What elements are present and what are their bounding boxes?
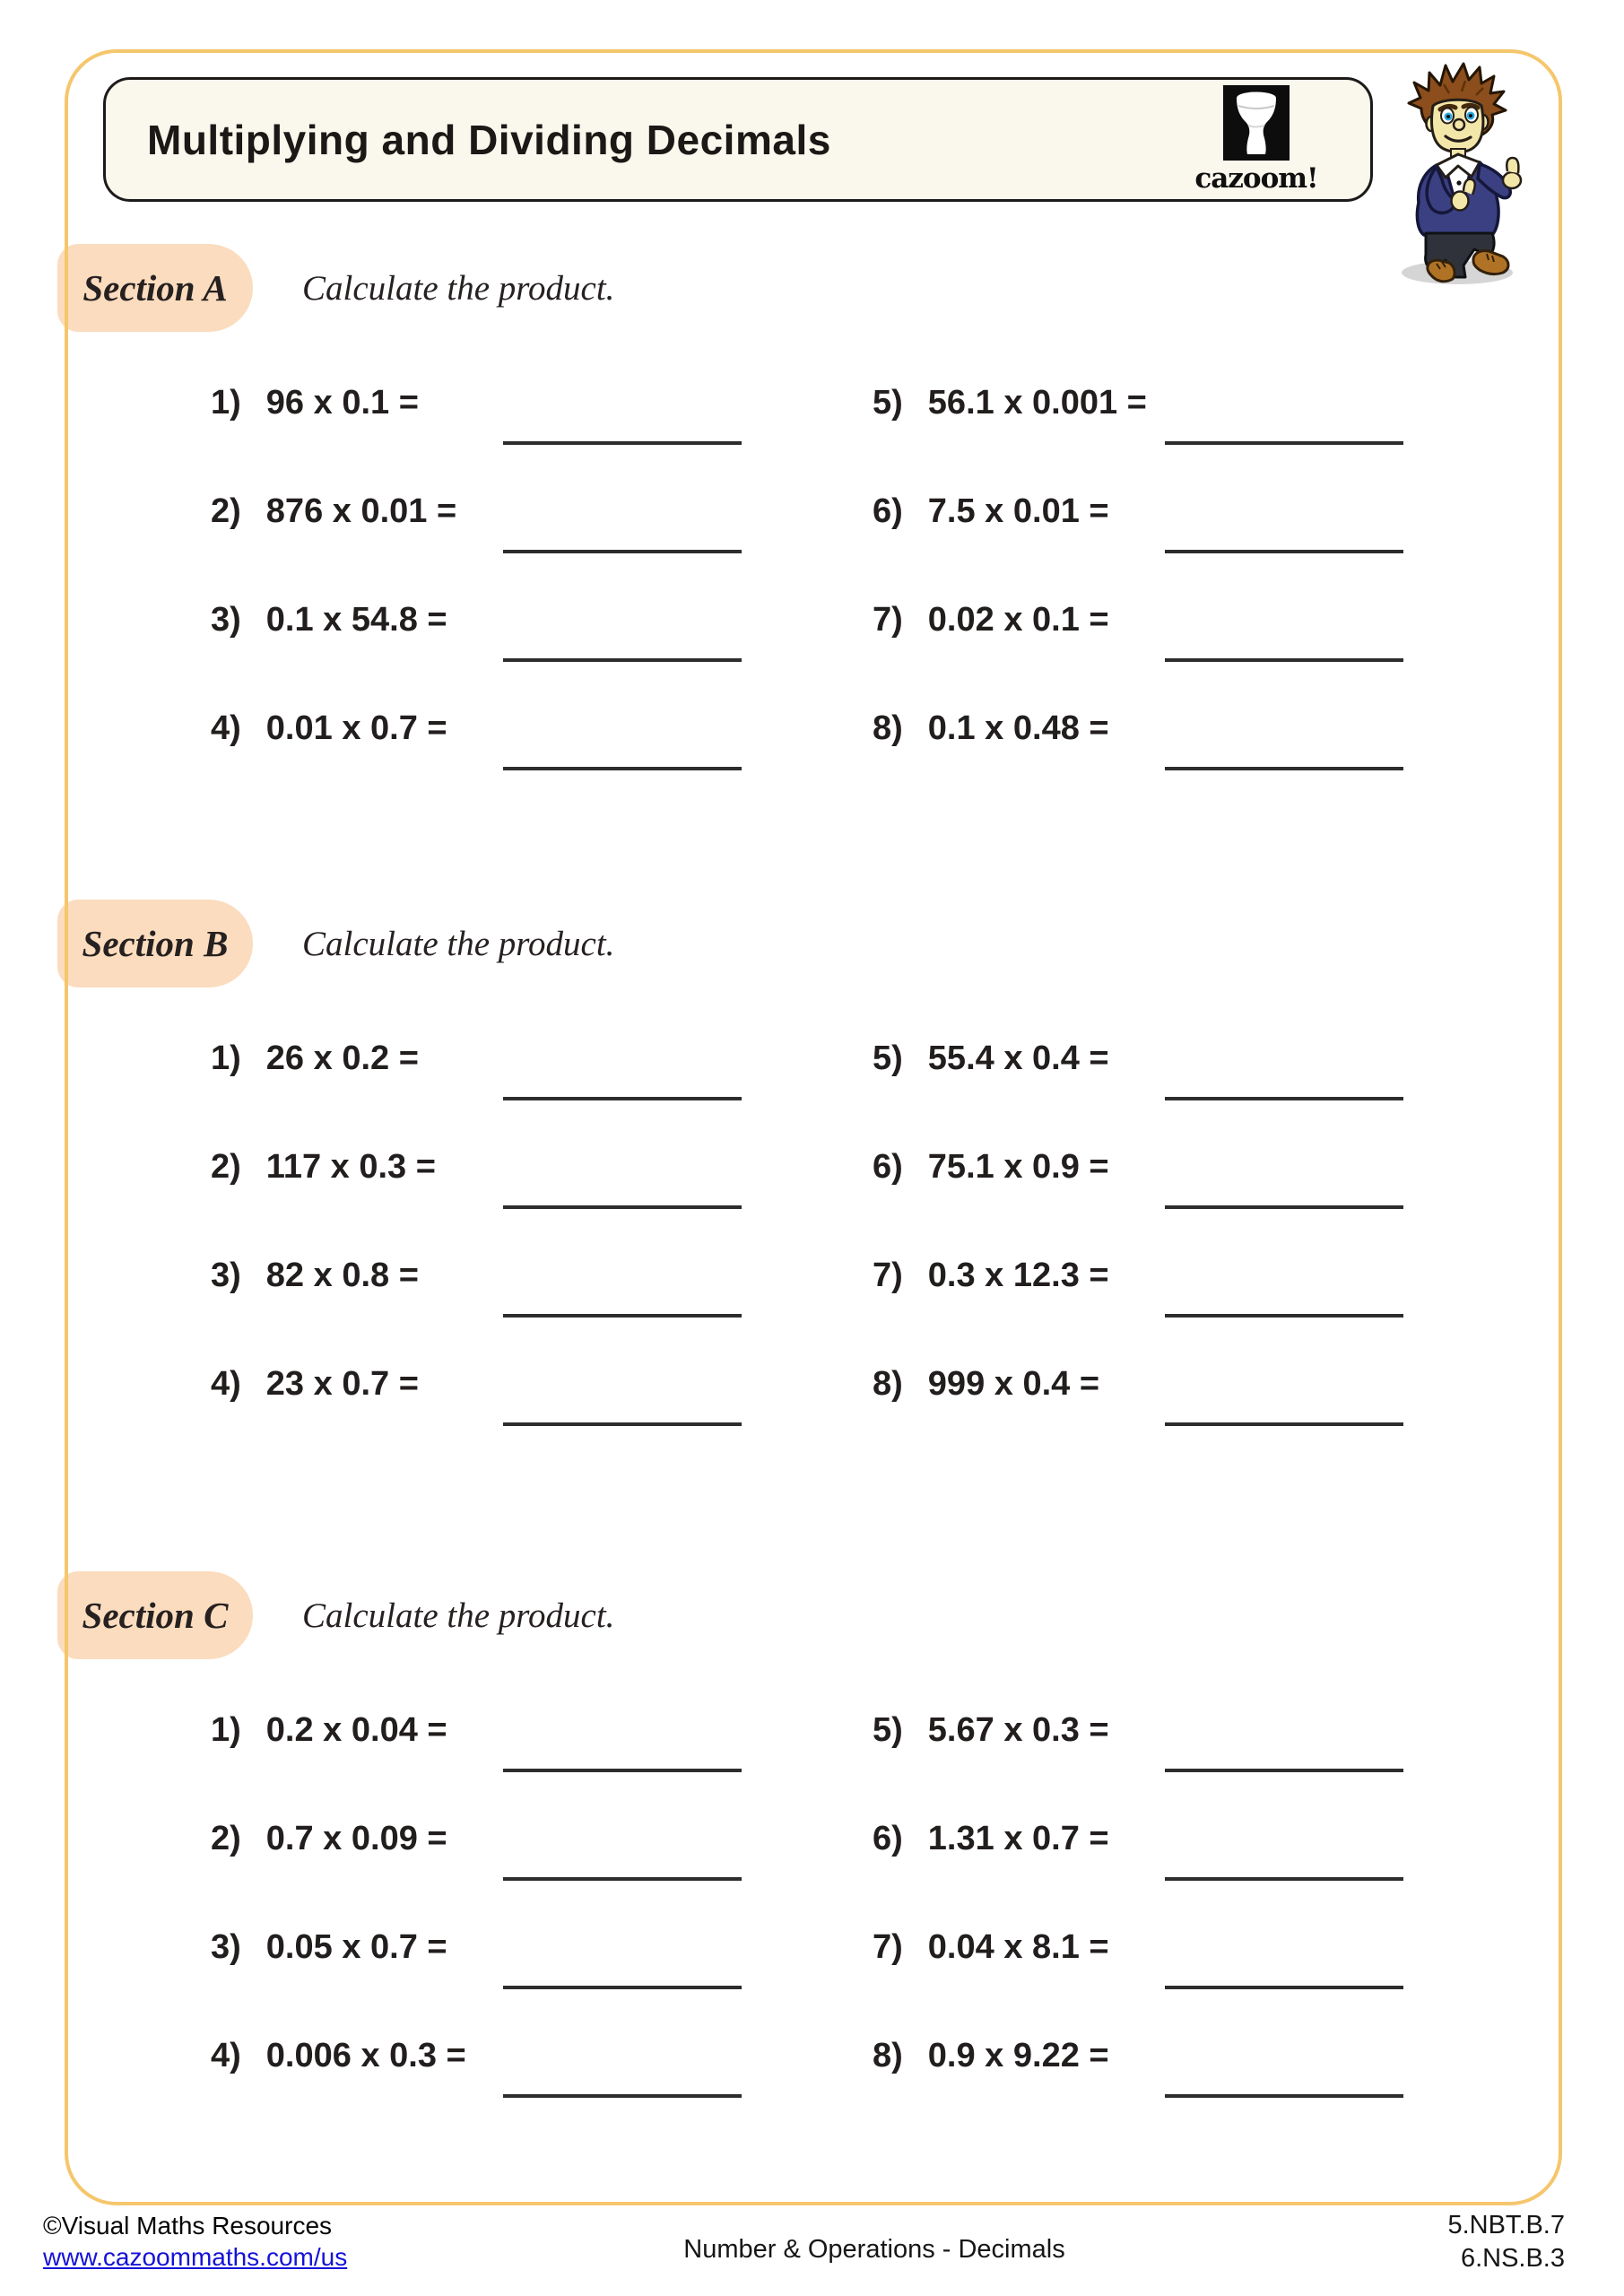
problem-item [873,1365,1375,1474]
problem-expression: 0.1 x 0.48 = [927,709,1109,747]
standard-code: 6.NS.B.3 [1460,2244,1565,2273]
standard-code: 5.NBT.B.7 [1447,2211,1565,2239]
problem-number: 4) [211,2037,241,2074]
problem-number: 3) [211,1257,241,1294]
answer-blank[interactable] [1165,1097,1403,1100]
answer-blank[interactable] [1165,658,1403,662]
section-c-pill [57,1571,253,1659]
problem-number: 1) [211,1039,241,1077]
section-b-problems [211,1039,1375,1474]
problem-number: 2) [211,1148,241,1186]
problem-expression: 26 x 0.2 = [265,1039,419,1077]
problem-number: 4) [211,709,241,747]
section-label: Section B [82,923,229,964]
problem-item [211,1820,873,1928]
section-instruction: Calculate the product. [302,924,615,963]
answer-blank[interactable] [503,1877,742,1881]
problem-expression: 0.04 x 8.1 = [927,1928,1109,1966]
problem-item [873,1039,1375,1148]
problem-item [873,1257,1375,1365]
problem-item [211,1711,873,1820]
problem-number: 7) [873,1257,903,1294]
problem-number: 2) [211,492,241,530]
problem-expression: 0.05 x 0.7 = [265,1928,447,1966]
answer-blank[interactable] [503,2094,742,2098]
problem-item [873,2037,1375,2145]
problem-item [211,492,873,601]
answer-blank[interactable] [503,1986,742,1989]
problem-expression: 999 x 0.4 = [927,1365,1100,1403]
problem-item [873,709,1375,818]
problem-number: 4) [211,1365,241,1403]
problem-number: 8) [873,709,903,747]
problem-expression: 0.7 x 0.09 = [265,1820,447,1857]
section-label: Section A [83,267,228,309]
problem-expression: 0.3 x 12.3 = [927,1257,1109,1294]
problem-number: 2) [211,1820,241,1857]
answer-blank[interactable] [1165,2094,1403,2098]
problem-item [211,1928,873,2037]
answer-blank[interactable] [1165,1769,1403,1772]
answer-blank[interactable] [503,1314,742,1318]
answer-blank[interactable] [503,767,742,770]
answer-blank[interactable] [503,441,742,445]
answer-blank[interactable] [503,658,742,662]
problem-item [873,384,1375,492]
website-link[interactable]: www.cazoommaths.com/us [43,2243,348,2271]
problem-expression: 876 x 0.01 = [265,492,457,530]
worksheet-title: Multiplying and Dividing Decimals [147,116,831,163]
problem-expression: 7.5 x 0.01 = [927,492,1109,530]
standards-codes [1447,2209,1565,2275]
problem-number: 8) [873,2037,903,2074]
problem-expression: 0.006 x 0.3 = [265,2037,466,2074]
problem-number: 7) [873,1928,903,1966]
problem-number: 3) [211,1928,241,1966]
answer-blank[interactable] [1165,767,1403,770]
problem-item [211,384,873,492]
problem-expression: 56.1 x 0.001 = [927,384,1147,422]
answer-blank[interactable] [503,1097,742,1100]
djembe-drum-icon [1222,84,1290,161]
title-box [103,77,1373,202]
problem-item [211,709,873,818]
problem-item [211,2037,873,2145]
answer-blank[interactable] [1165,1877,1403,1881]
problem-expression: 75.1 x 0.9 = [927,1148,1109,1186]
problem-item [211,1148,873,1257]
problem-number: 5) [873,1039,903,1077]
problem-item [211,1365,873,1474]
section-label: Section C [82,1595,229,1636]
problem-item [873,1820,1375,1928]
problem-item [211,601,873,709]
cazoom-logo [1189,84,1324,195]
problem-expression: 0.02 x 0.1 = [927,601,1109,639]
problem-expression: 1.31 x 0.7 = [927,1820,1109,1857]
problem-item [873,1711,1375,1820]
section-a-pill [57,244,253,332]
problem-number: 6) [873,1820,903,1857]
brand-name: cazoom! [1194,162,1318,195]
section-instruction: Calculate the product. [302,268,615,308]
problem-number: 5) [873,384,903,422]
section-instruction: Calculate the product. [302,1596,615,1635]
problem-expression: 117 x 0.3 = [265,1148,436,1186]
answer-blank[interactable] [1165,1422,1403,1426]
copyright-text: ©Visual Maths Resources [43,2212,333,2239]
problem-number: 5) [873,1711,903,1749]
mascot-boy-illustration [1390,57,1542,287]
problem-item [211,1257,873,1365]
problem-number: 6) [873,1148,903,1186]
problem-expression: 5.67 x 0.3 = [927,1711,1109,1749]
problem-item [873,1928,1375,2037]
problem-item [873,601,1375,709]
problem-number: 6) [873,492,903,530]
answer-blank[interactable] [1165,1205,1403,1209]
problem-expression: 23 x 0.7 = [265,1365,419,1403]
problem-expression: 0.2 x 0.04 = [265,1711,447,1749]
problem-item [873,1148,1375,1257]
problem-expression: 82 x 0.8 = [265,1257,419,1294]
answer-blank[interactable] [503,550,742,553]
problem-item [211,1039,873,1148]
answer-blank[interactable] [503,1769,742,1772]
problem-number: 1) [211,1711,241,1749]
answer-blank[interactable] [1165,441,1403,445]
answer-blank[interactable] [1165,1314,1403,1318]
problem-expression: 0.1 x 54.8 = [265,601,447,639]
problem-expression: 55.4 x 0.4 = [927,1039,1109,1077]
section-a-problems [211,384,1375,818]
problem-expression: 0.01 x 0.7 = [265,709,447,747]
answer-blank[interactable] [1165,550,1403,553]
problem-number: 1) [211,384,241,422]
footer-topic: Number & Operations - Decimals [683,2235,1065,2264]
problem-expression: 96 x 0.1 = [265,384,419,422]
problem-number: 3) [211,601,241,639]
section-c-problems [211,1711,1375,2145]
problem-item [873,492,1375,601]
answer-blank[interactable] [503,1422,742,1426]
problem-number: 8) [873,1365,903,1403]
section-b-pill [57,900,253,987]
problem-number: 7) [873,601,903,639]
problem-expression: 0.9 x 9.22 = [927,2037,1109,2074]
answer-blank[interactable] [503,1205,742,1209]
answer-blank[interactable] [1165,1986,1403,1989]
